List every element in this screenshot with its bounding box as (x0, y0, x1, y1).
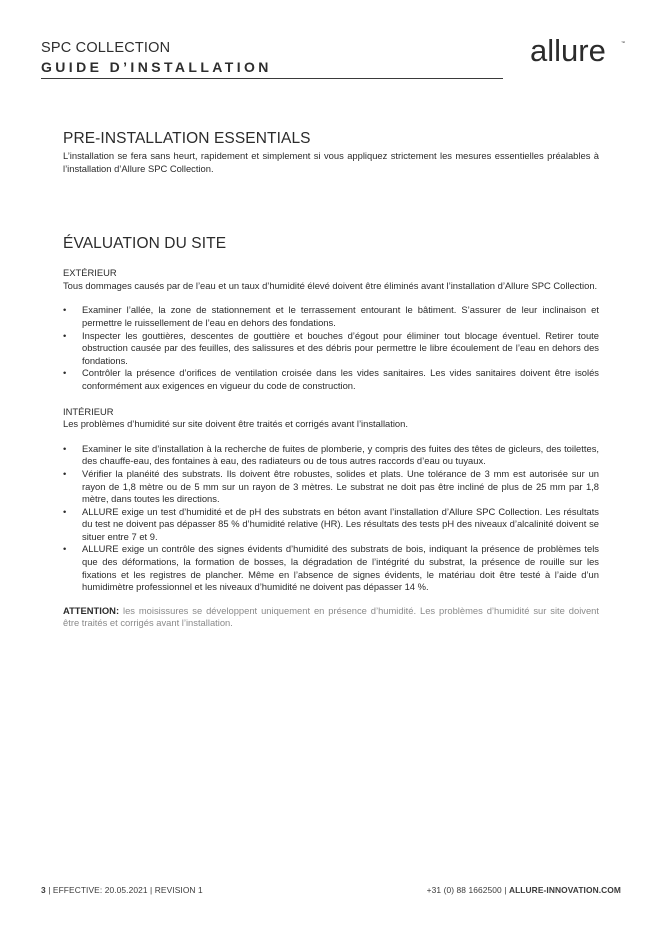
allure-logo (530, 30, 630, 72)
attention-label: ATTENTION: (63, 604, 120, 616)
list-item: • Vérifier la planéité des substrats. Ils doivent être robustes, solides et plats. Une tolérance de 3 mm est autorisée sur un rayon de 1,8 mètre ou de 5 mm sur un rayon de 3 mètres. Le substrat ne doit pas être incliné de plus de 25 mm par 1,8 mètre, dans toutes les directions. (63, 468, 599, 506)
exterior-label: EXTÉRIEUR (63, 267, 117, 279)
header-divider (41, 78, 503, 79)
pre-installation-section (63, 130, 599, 175)
list-item: • Examiner le site d’installation à la recherche de fuites de plomberie, y compris des fuites des têtes de gicleurs, des toilettes, des chauffe-eau, des fontaines à eau, des radiateurs ou de tous autres raccords d’eau ou tuyaux. (63, 443, 599, 468)
list-item: • Inspecter les gouttières, descentes de gouttière et bouches d’égout pour éliminer tout blocage éventuel. Retirer toute obstruction causée par des feuilles, des salissures et des débris pour permettre le libre écoulement de l’eau en dehors des fondations. (63, 330, 599, 368)
collection-title: SPC COLLECTION (41, 40, 171, 56)
page-number: 3 (41, 885, 46, 895)
attention-note (63, 605, 599, 630)
evaluation-section (63, 235, 599, 630)
evaluation-heading: ÉVALUATION DU SITE (63, 235, 227, 253)
attention-text: les moisissures se développent uniquement en présence d’humidité. Les problèmes d’humidité sur site doivent être traités et corrigés avant l’installation. (63, 604, 599, 629)
interior-label: INTÉRIEUR (63, 405, 114, 417)
logo-text: allure (530, 33, 606, 68)
list-item: • Examiner l’allée, la zone de stationnement et le terrassement entourant le bâtiment. S’assurer de leur inclinaison et permettre le ruissellement de l’eau en dehors des fondations. (63, 304, 599, 329)
guide-title: GUIDE D’INSTALLATION (41, 59, 272, 75)
website-link[interactable]: ALLURE-INNOVATION.COM (508, 885, 621, 895)
exterior-intro: Tous dommages causés par de l’eau et un taux d’humidité élevé doivent être éliminés avant l’installation d’Allure SPC Collection. (63, 279, 598, 291)
list-item: • ALLURE exige un test d’humidité et de pH des substrats en béton avant l’installation d’Allure SPC Collection. Les résultats du test ne doivent pas dépasser 85 % d’humidité relative (HR). Les résultats des tests pH des niveaux d’alcalinité doivent se situer entre 7 et 9. (63, 506, 599, 544)
list-item: • ALLURE exige un contrôle des signes évidents d’humidité des substrats de bois, indiquant la présence de problèmes tels que des déformations, la formation de bosses, la dégradation de l’intégrité du substrat, la présence de rouille sur les fixations et les registres de plancher. Même en l’absence de signes évidents, le matériau doit être testé à l’aide d’un humidimètre professionnel et les niveaux d’humidité ne doivent pas dépasser 14 %. (63, 543, 599, 593)
phone-number: +31 (0) 88 1662500 | (426, 885, 509, 895)
footer-right (427, 885, 621, 895)
document-header (41, 40, 503, 76)
pre-installation-heading: PRE-INSTALLATION ESSENTIALS (63, 130, 311, 147)
svg-text:™: ™ (621, 40, 625, 45)
interior-list (63, 443, 599, 594)
effective-date: | EFFECTIVE: 20.05.2021 | REVISION 1 (45, 885, 203, 895)
exterior-list (63, 304, 599, 392)
list-item: • Contrôler la présence d’orifices de ventilation croisée dans les vides sanitaires. Les vides sanitaires doivent être isolés conformément aux exigences en vigueur du code de construction. (63, 367, 599, 392)
main-content (63, 130, 599, 630)
footer-left (41, 885, 203, 895)
pre-installation-body: L’installation se fera sans heurt, rapidement et simplement si vous appliquez strictement les mesures essentielles préalables à l’installation d’Allure SPC Collection. (63, 150, 599, 174)
interior-intro: Les problèmes d’humidité sur site doivent être traités et corrigés avant l’installation. (63, 418, 408, 430)
